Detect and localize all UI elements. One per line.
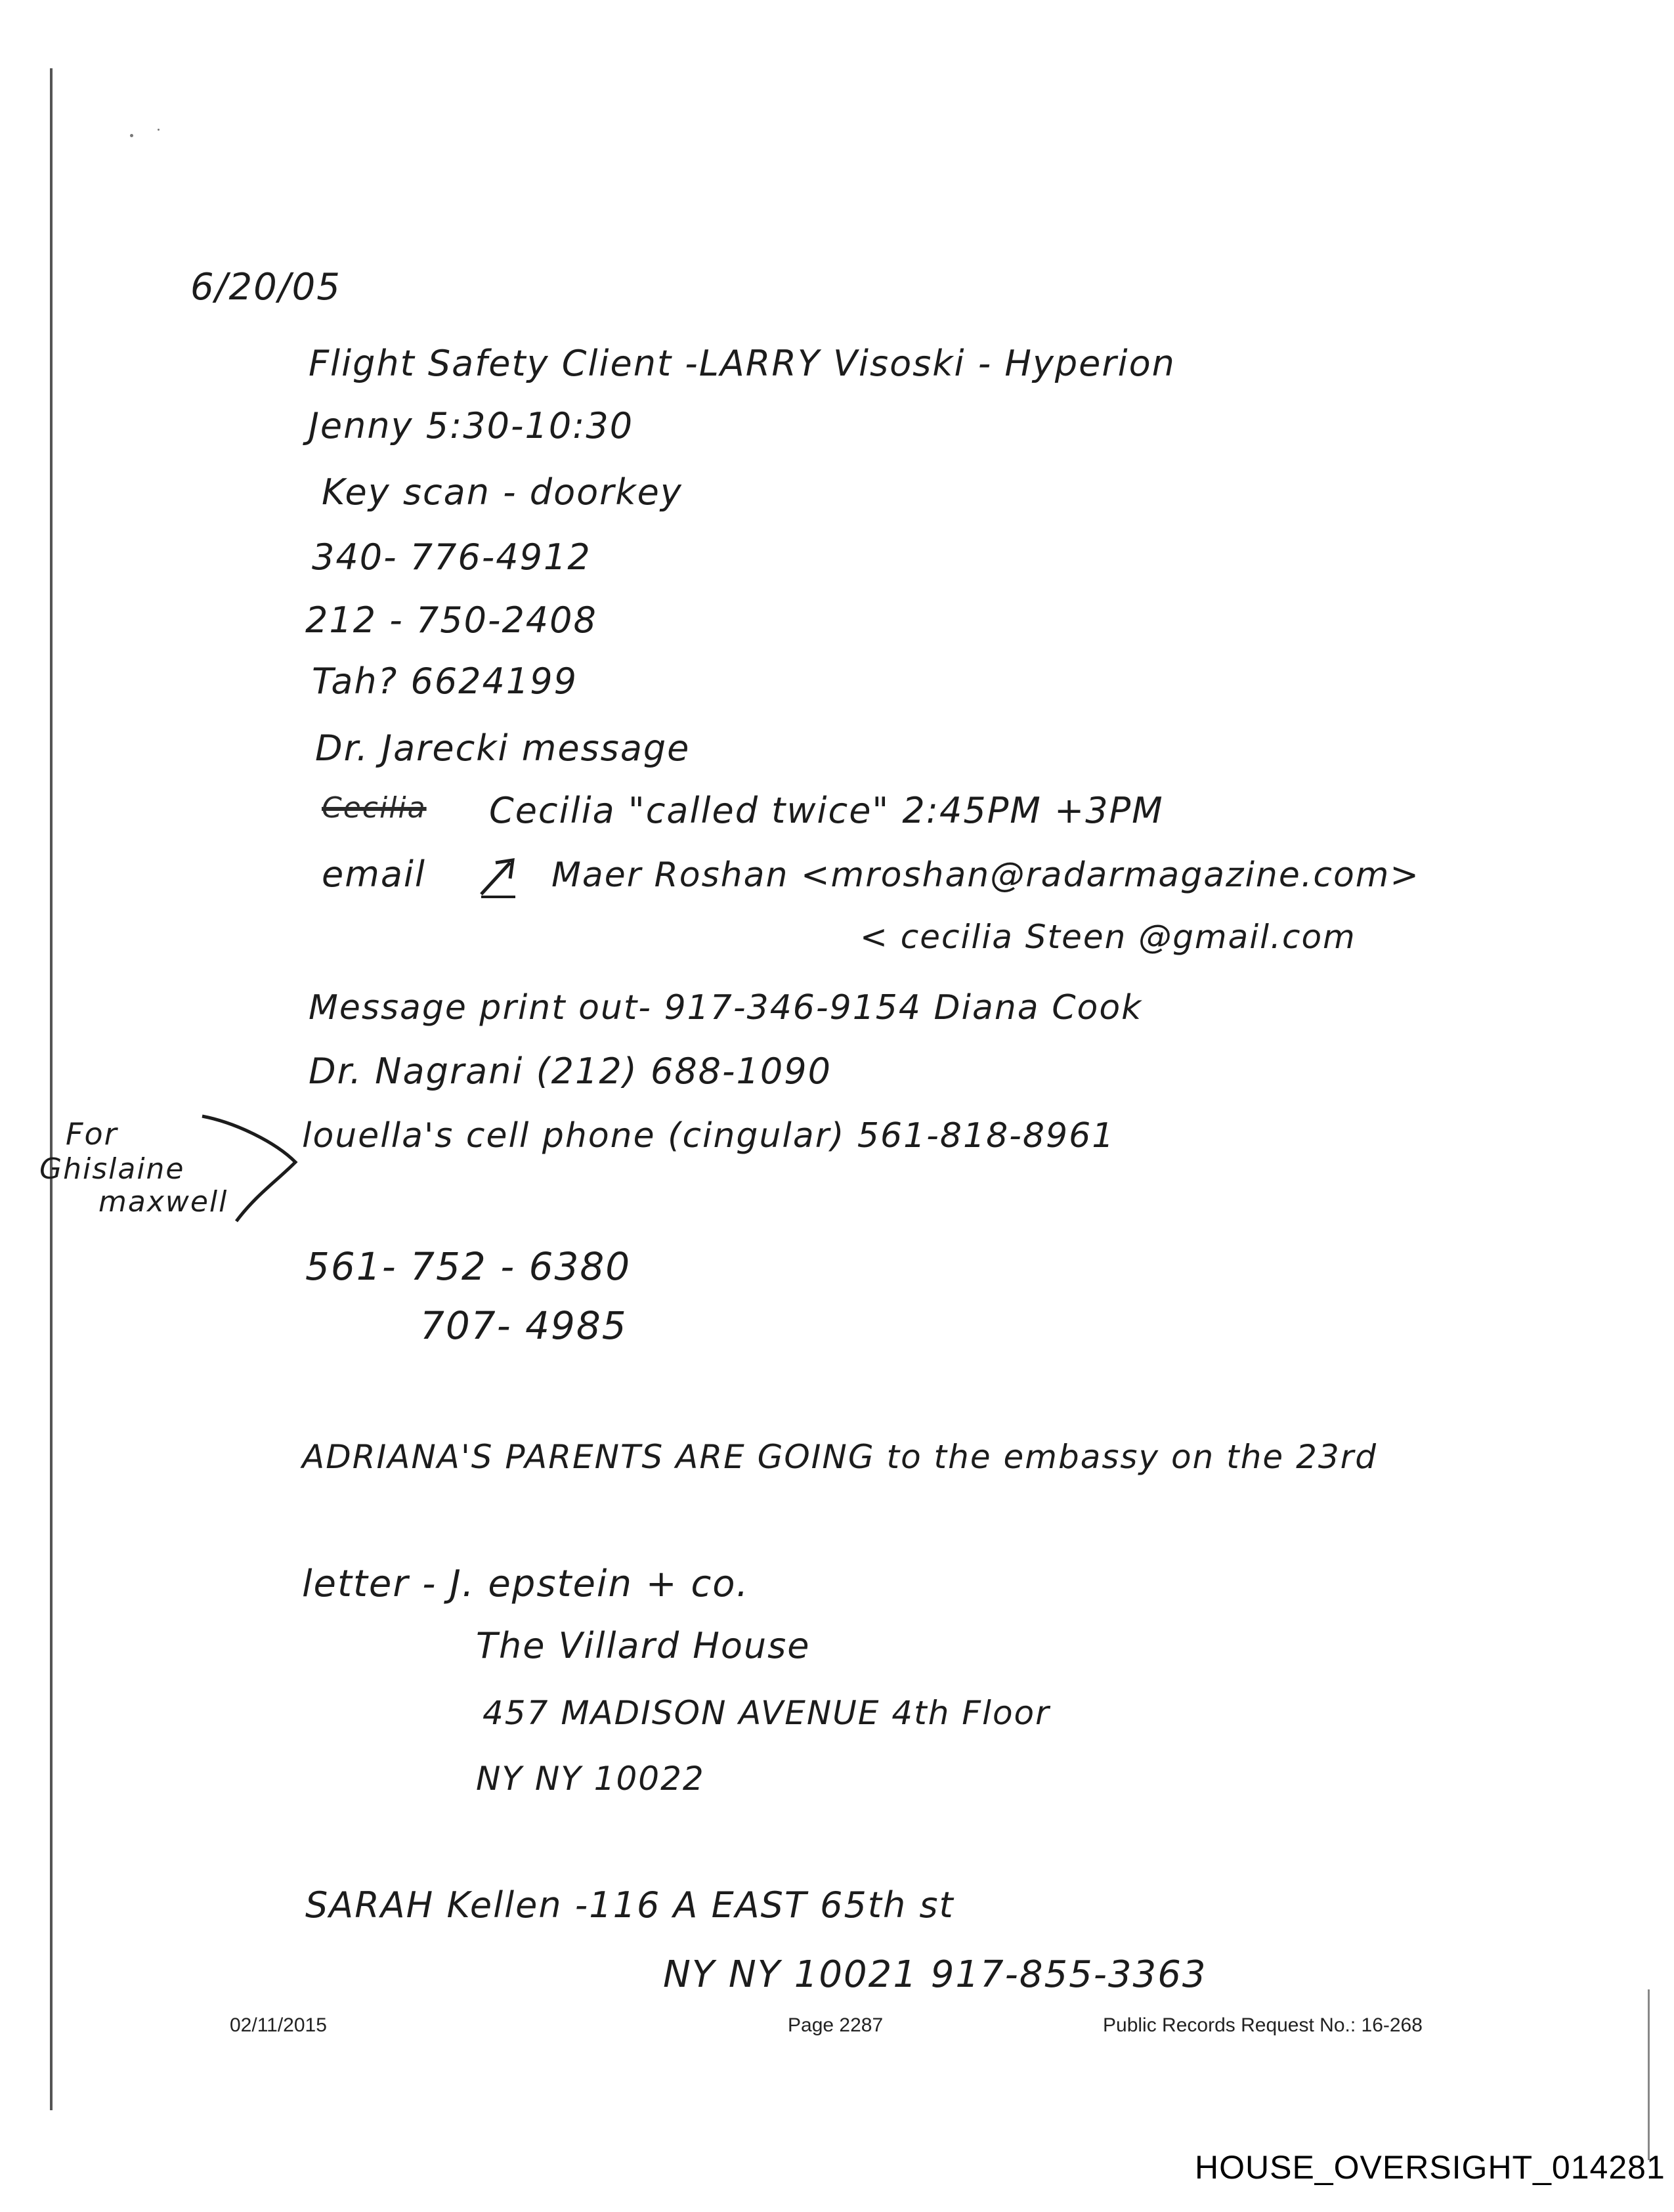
note-line: 457 MADISON AVENUE 4th Floor xyxy=(483,1694,1050,1732)
note-line: Tah? 6624199 xyxy=(312,661,578,702)
note-line: Cecilia "called twice" 2:45PM +3PM xyxy=(489,790,1164,831)
note-line: Flight Safety Client -LARRY Visoski - Hyperion xyxy=(309,343,1176,384)
note-line: 212 - 750-2408 xyxy=(305,599,597,641)
margin-note: Ghislaine xyxy=(39,1152,185,1186)
bracket-mark xyxy=(197,1096,302,1228)
handwritten-date: 6/20/05 xyxy=(190,266,341,309)
arrow-up-icon xyxy=(476,854,522,900)
paper-edge-left xyxy=(50,68,53,2110)
note-line: SARAH Kellen -116 A EAST 65th st xyxy=(305,1884,955,1926)
note-line: The Villard House xyxy=(476,1625,811,1666)
note-line: letter - J. epstein + co. xyxy=(302,1563,750,1605)
footer-page-number: Page 2287 xyxy=(788,2014,884,2036)
note-line: Message print out- 917-346-9154 Diana Cook xyxy=(309,988,1143,1028)
note-line-email-label: email xyxy=(322,854,426,895)
note-line: Jenny 5:30-10:30 xyxy=(309,405,634,446)
note-line: NY NY 10021 917-855-3363 xyxy=(663,1953,1207,1996)
note-line: NY NY 10022 xyxy=(476,1760,705,1798)
note-line: Dr. Jarecki message xyxy=(315,727,691,769)
footer-request-number: Public Records Request No.: 16-268 xyxy=(1103,2014,1423,2036)
note-line: 561- 752 - 6380 xyxy=(305,1244,632,1289)
note-line: Dr. Nagrani (212) 688-1090 xyxy=(309,1051,832,1092)
note-line: Key scan - doorkey xyxy=(322,471,683,513)
margin-note: For xyxy=(66,1116,118,1152)
scan-speck xyxy=(158,129,160,131)
note-line: Maer Roshan <mroshan@radarmagazine.com> xyxy=(551,856,1421,895)
margin-note: maxwell xyxy=(98,1185,228,1219)
note-line: 340- 776-4912 xyxy=(312,536,591,578)
bates-number: HOUSE_OVERSIGHT_014281 xyxy=(1195,2149,1665,2186)
note-line: < cecilia Steen @gmail.com xyxy=(860,918,1356,956)
note-line: ADRIANA'S PARENTS ARE GOING to the embassy on the 23rd xyxy=(302,1438,1377,1476)
note-line: 707- 4985 xyxy=(420,1303,628,1348)
note-line: louella's cell phone (cingular) 561-818-8961 xyxy=(302,1116,1115,1156)
struck-out-word: Cecilia xyxy=(322,791,427,825)
footer-date: 02/11/2015 xyxy=(230,2014,327,2036)
scan-speck xyxy=(130,134,133,137)
paper-edge-right xyxy=(1648,1989,1650,2160)
